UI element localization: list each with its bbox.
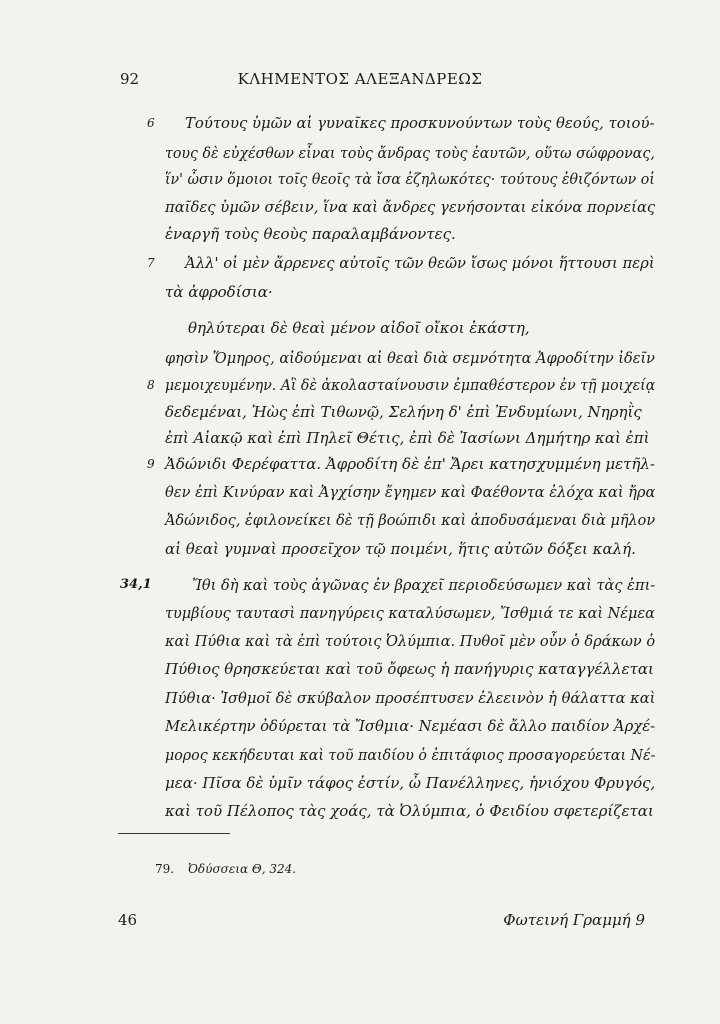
footer-publisher: Φωτεινή Γραμμή 9: [503, 911, 645, 929]
text-line: παῖδες ὑμῶν σέβειν, ἵνα καὶ ἄνδρες γενήσονται εἰκόνα πορνείας: [165, 198, 656, 216]
text-line: Ἀδώνιδι Φερέφαττα. Ἀφροδίτη δὲ ἐπ' Ἄρει κατησχυμμένη μετῆλ-: [165, 455, 655, 473]
text-line: τυμβίους ταυτασὶ πανηγύρεις καταλύσωμεν, Ἴσθμιά τε καὶ Νέμεα: [165, 604, 655, 622]
text-line: μεα· Πῖσα δὲ ὑμῖν τάφος ἐστίν, ὦ Πανέλληνες, ἡνιόχου Φρυγός,: [165, 774, 656, 792]
text-line: ἐναργῆ τοὺς θεοὺς παραλαμβάνοντες.: [165, 225, 456, 243]
text-line: Ἴθι δὴ καὶ τοὺς ἀγῶνας ἐν βραχεῖ περιοδεύσωμεν καὶ τὰς ἐπι-: [192, 576, 656, 594]
text-line: Πύθιος θρησκεύεται καὶ τοῦ ὄφεως ἡ πανήγυρις καταγγέλλεται: [165, 660, 654, 678]
text-line: μορος κεκήδευται καὶ τοῦ παιδίου ὁ ἐπιτάφιος προσαγορεύεται Νέ-: [165, 746, 656, 764]
margin-number: 6: [147, 116, 155, 130]
footnote-rule: [118, 833, 230, 834]
text-line: αἱ θεαὶ γυμναὶ προσεῖχον τῷ ποιμένι, ἥτις αὐτῶν δόξει καλή.: [165, 540, 636, 558]
text-line: δεδεμέναι, Ἠὼς ἐπὶ Τιθωνῷ, Σελήνη δ' ἐπὶ Ἐνδυμίωνι, Νηρηῒς: [165, 403, 642, 421]
text-line: ἐπὶ Αἰακῷ καὶ ἐπὶ Πηλεῖ Θέτις, ἐπὶ δὲ Ἰασίωνι Δημήτηρ καὶ ἐπὶ: [165, 429, 650, 447]
margin-number: 8: [147, 378, 155, 392]
text-line: τους δὲ εὐχέσθων εἶναι τοὺς ἄνδρας τοὺς ἑαυτῶν, οὕτω σώφρονας,: [165, 144, 655, 162]
footer-page-number: 46: [118, 911, 138, 929]
text-line: μεμοιχευμένην. Αἳ δὲ ἀκολασταίνουσιν ἐμπαθέστερον ἐν τῇ μοιχείᾳ: [165, 376, 656, 394]
verse-quotation: θηλύτεραι δὲ θεαὶ μένον αἰδοῖ οἴκοι ἑκάστη,: [188, 319, 530, 337]
margin-number-section: 34,1: [120, 577, 152, 592]
text-line: Ἀλλ' οἱ μὲν ἄρρενες αὐτοῖς τῶν θεῶν ἴσως μόνοι ἥττουσι περὶ: [185, 254, 655, 272]
footnote: [155, 862, 296, 876]
text-line: φησὶν Ὅμηρος, αἰδούμεναι αἱ θεαὶ διὰ σεμνότητα Ἀφροδίτην ἰδεῖν: [165, 349, 655, 367]
text-line: Ἀδώνιδος, ἐφιλονείκει δὲ τῇ βοώπιδι καὶ ἀποδυσάμεναι διὰ μῆλον: [165, 511, 656, 529]
page-number: 92: [120, 70, 140, 88]
text-line: θεν ἐπὶ Κινύραν καὶ Ἀγχίσην ἔγημεν καὶ Φαέθοντα ἐλόχα καὶ ἤρα: [165, 483, 656, 501]
running-head: ΚΛΗΜΕΝΤΟΣ ΑΛΕΞΑΝΔΡΕΩΣ: [237, 70, 483, 88]
text-line: Πύθια· Ἰσθμοῖ δὲ σκύβαλον προσέπτυσεν ἐλεεινὸν ἡ θάλαττα καὶ: [165, 689, 656, 707]
text-line: καὶ Πύθια καὶ τὰ ἐπὶ τούτοις Ὀλύμπια. Πυθοῖ μὲν οὖν ὁ δράκων ὁ: [165, 632, 656, 650]
margin-number: 7: [147, 256, 155, 270]
footnote-number: 79.: [155, 862, 175, 876]
footnote-text: Ὀδύσσεια Θ, 324.: [188, 862, 297, 876]
text-line: ἵν' ὦσιν ὅμοιοι τοῖς θεοῖς τὰ ἴσα ἐζηλωκότες· τούτους ἐθιζόντων οἱ: [165, 170, 655, 188]
margin-number: 9: [147, 457, 155, 471]
text-line: τὰ ἀφροδίσια·: [165, 283, 273, 301]
text-line: Μελικέρτην ὀδύρεται τὰ Ἴσθμια· Νεμέασι δὲ ἄλλο παιδίον Ἀρχέ-: [165, 717, 656, 735]
text-line: καὶ τοῦ Πέλοπος τὰς χοάς, τὰ Ὀλύμπια, ὁ Φειδίου σφετερίζεται: [165, 802, 654, 820]
text-line: Τούτους ὑμῶν αἱ γυναῖκες προσκυνούντων τοὺς θεούς, τοιού-: [185, 114, 655, 132]
page-header: [0, 70, 720, 94]
